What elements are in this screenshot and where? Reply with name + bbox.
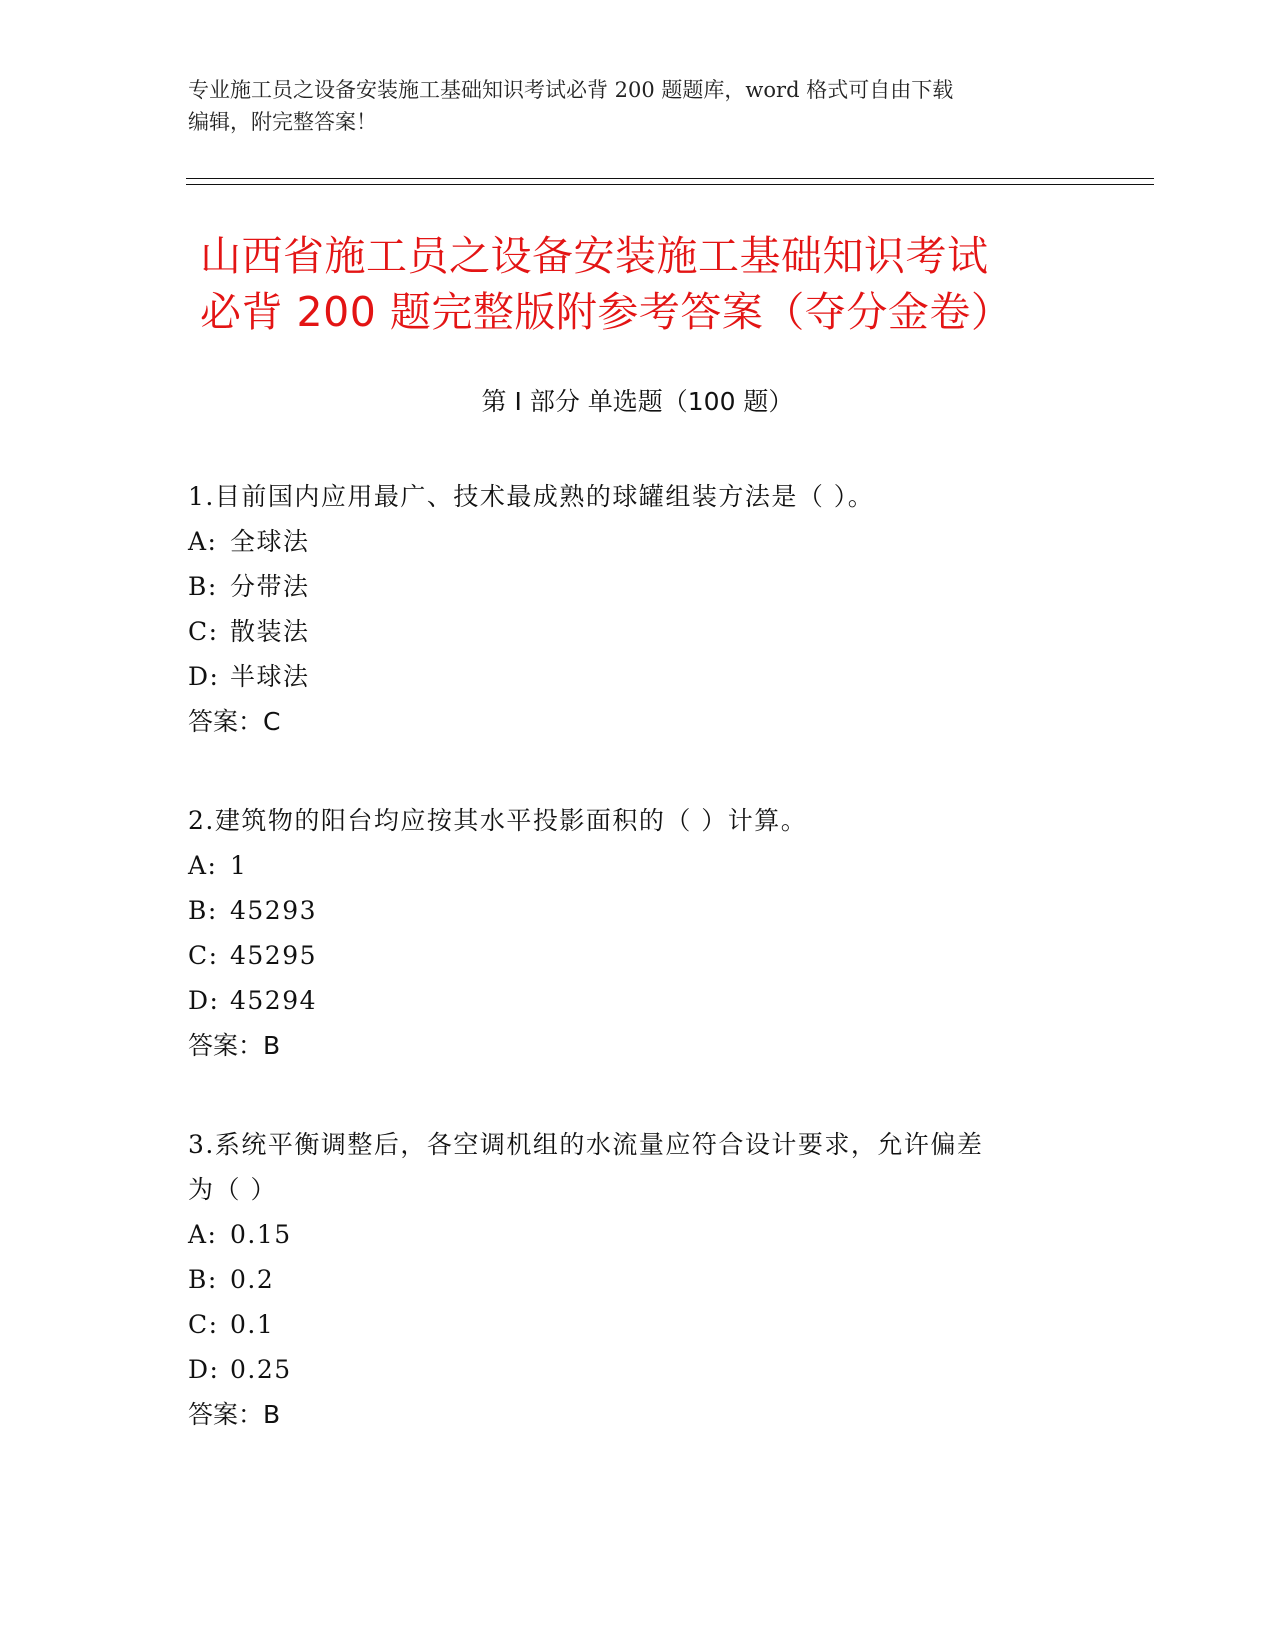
option-key: A: bbox=[188, 527, 218, 556]
answer-prefix: 答案： bbox=[188, 1031, 264, 1060]
option-text: 0.1 bbox=[230, 1310, 275, 1339]
answer-prefix: 答案： bbox=[188, 707, 264, 736]
section-title: 第 I 部分 单选题（100 题） bbox=[481, 387, 794, 416]
answer-line bbox=[188, 1023, 1068, 1068]
answer-option bbox=[188, 654, 1068, 699]
option-text: 45294 bbox=[230, 986, 318, 1015]
option-key: B: bbox=[188, 1265, 218, 1294]
answer-option bbox=[188, 1347, 1068, 1392]
question-block bbox=[188, 1122, 1068, 1437]
question-stem: 为（ ） bbox=[188, 1175, 277, 1204]
answer-option bbox=[188, 564, 1068, 609]
option-text: 分带法 bbox=[230, 572, 310, 601]
answer-line bbox=[188, 699, 1068, 744]
header-divider-bottom bbox=[186, 184, 1154, 185]
answer-option bbox=[188, 519, 1068, 564]
answer-line bbox=[188, 1392, 1068, 1437]
option-key: D: bbox=[188, 1355, 220, 1384]
answer-option bbox=[188, 1257, 1068, 1302]
question-stem: 1.目前国内应用最广、技术最成熟的球罐组装方法是（ ）。 bbox=[188, 482, 875, 511]
document-title-line-1: 山西省施工员之设备安装施工基础知识考试 bbox=[200, 232, 989, 280]
header-note-line-1: 专业施工员之设备安装施工基础知识考试必背 200 题题库，word 格式可自由下载 bbox=[188, 78, 954, 102]
question-block bbox=[188, 798, 1068, 1068]
option-text: 散装法 bbox=[230, 617, 310, 646]
option-key: B: bbox=[188, 572, 218, 601]
document-title-line-2: 必背 200 题完整版附参考答案（夺分金卷） bbox=[200, 288, 1013, 336]
option-key: D: bbox=[188, 986, 220, 1015]
question-block bbox=[188, 474, 1068, 744]
question-stem: 3.系统平衡调整后，各空调机组的水流量应符合设计要求，允许偏差 bbox=[188, 1130, 984, 1159]
option-text: 45293 bbox=[230, 896, 318, 925]
option-text: 半球法 bbox=[230, 662, 310, 691]
option-text: 45295 bbox=[230, 941, 318, 970]
option-text: 1 bbox=[230, 851, 248, 880]
option-key: C: bbox=[188, 1310, 219, 1339]
option-text: 0.2 bbox=[230, 1265, 275, 1294]
answer-option bbox=[188, 843, 1068, 888]
answer-option bbox=[188, 978, 1068, 1023]
option-key: A: bbox=[188, 851, 218, 880]
answer-value: B bbox=[263, 1031, 281, 1060]
answer-prefix: 答案： bbox=[188, 1400, 264, 1429]
answer-option bbox=[188, 888, 1068, 933]
question-list bbox=[188, 474, 1068, 1491]
document-title bbox=[200, 228, 1100, 340]
answer-option bbox=[188, 1212, 1068, 1257]
header-note bbox=[188, 74, 1068, 138]
option-key: C: bbox=[188, 617, 219, 646]
answer-option bbox=[188, 933, 1068, 978]
header-divider-top bbox=[186, 178, 1154, 179]
option-text: 0.25 bbox=[230, 1355, 292, 1384]
option-text: 0.15 bbox=[230, 1220, 292, 1249]
question-stem: 2.建筑物的阳台均应按其水平投影面积的（ ）计算。 bbox=[188, 806, 808, 835]
answer-value: B bbox=[263, 1400, 281, 1429]
option-key: D: bbox=[188, 662, 220, 691]
answer-option bbox=[188, 609, 1068, 654]
option-key: C: bbox=[188, 941, 219, 970]
option-key: B: bbox=[188, 896, 218, 925]
answer-option bbox=[188, 1302, 1068, 1347]
header-note-line-2: 编辑，附完整答案！ bbox=[188, 110, 377, 134]
option-key: A: bbox=[188, 1220, 218, 1249]
answer-value: C bbox=[263, 707, 281, 736]
option-text: 全球法 bbox=[230, 527, 310, 556]
